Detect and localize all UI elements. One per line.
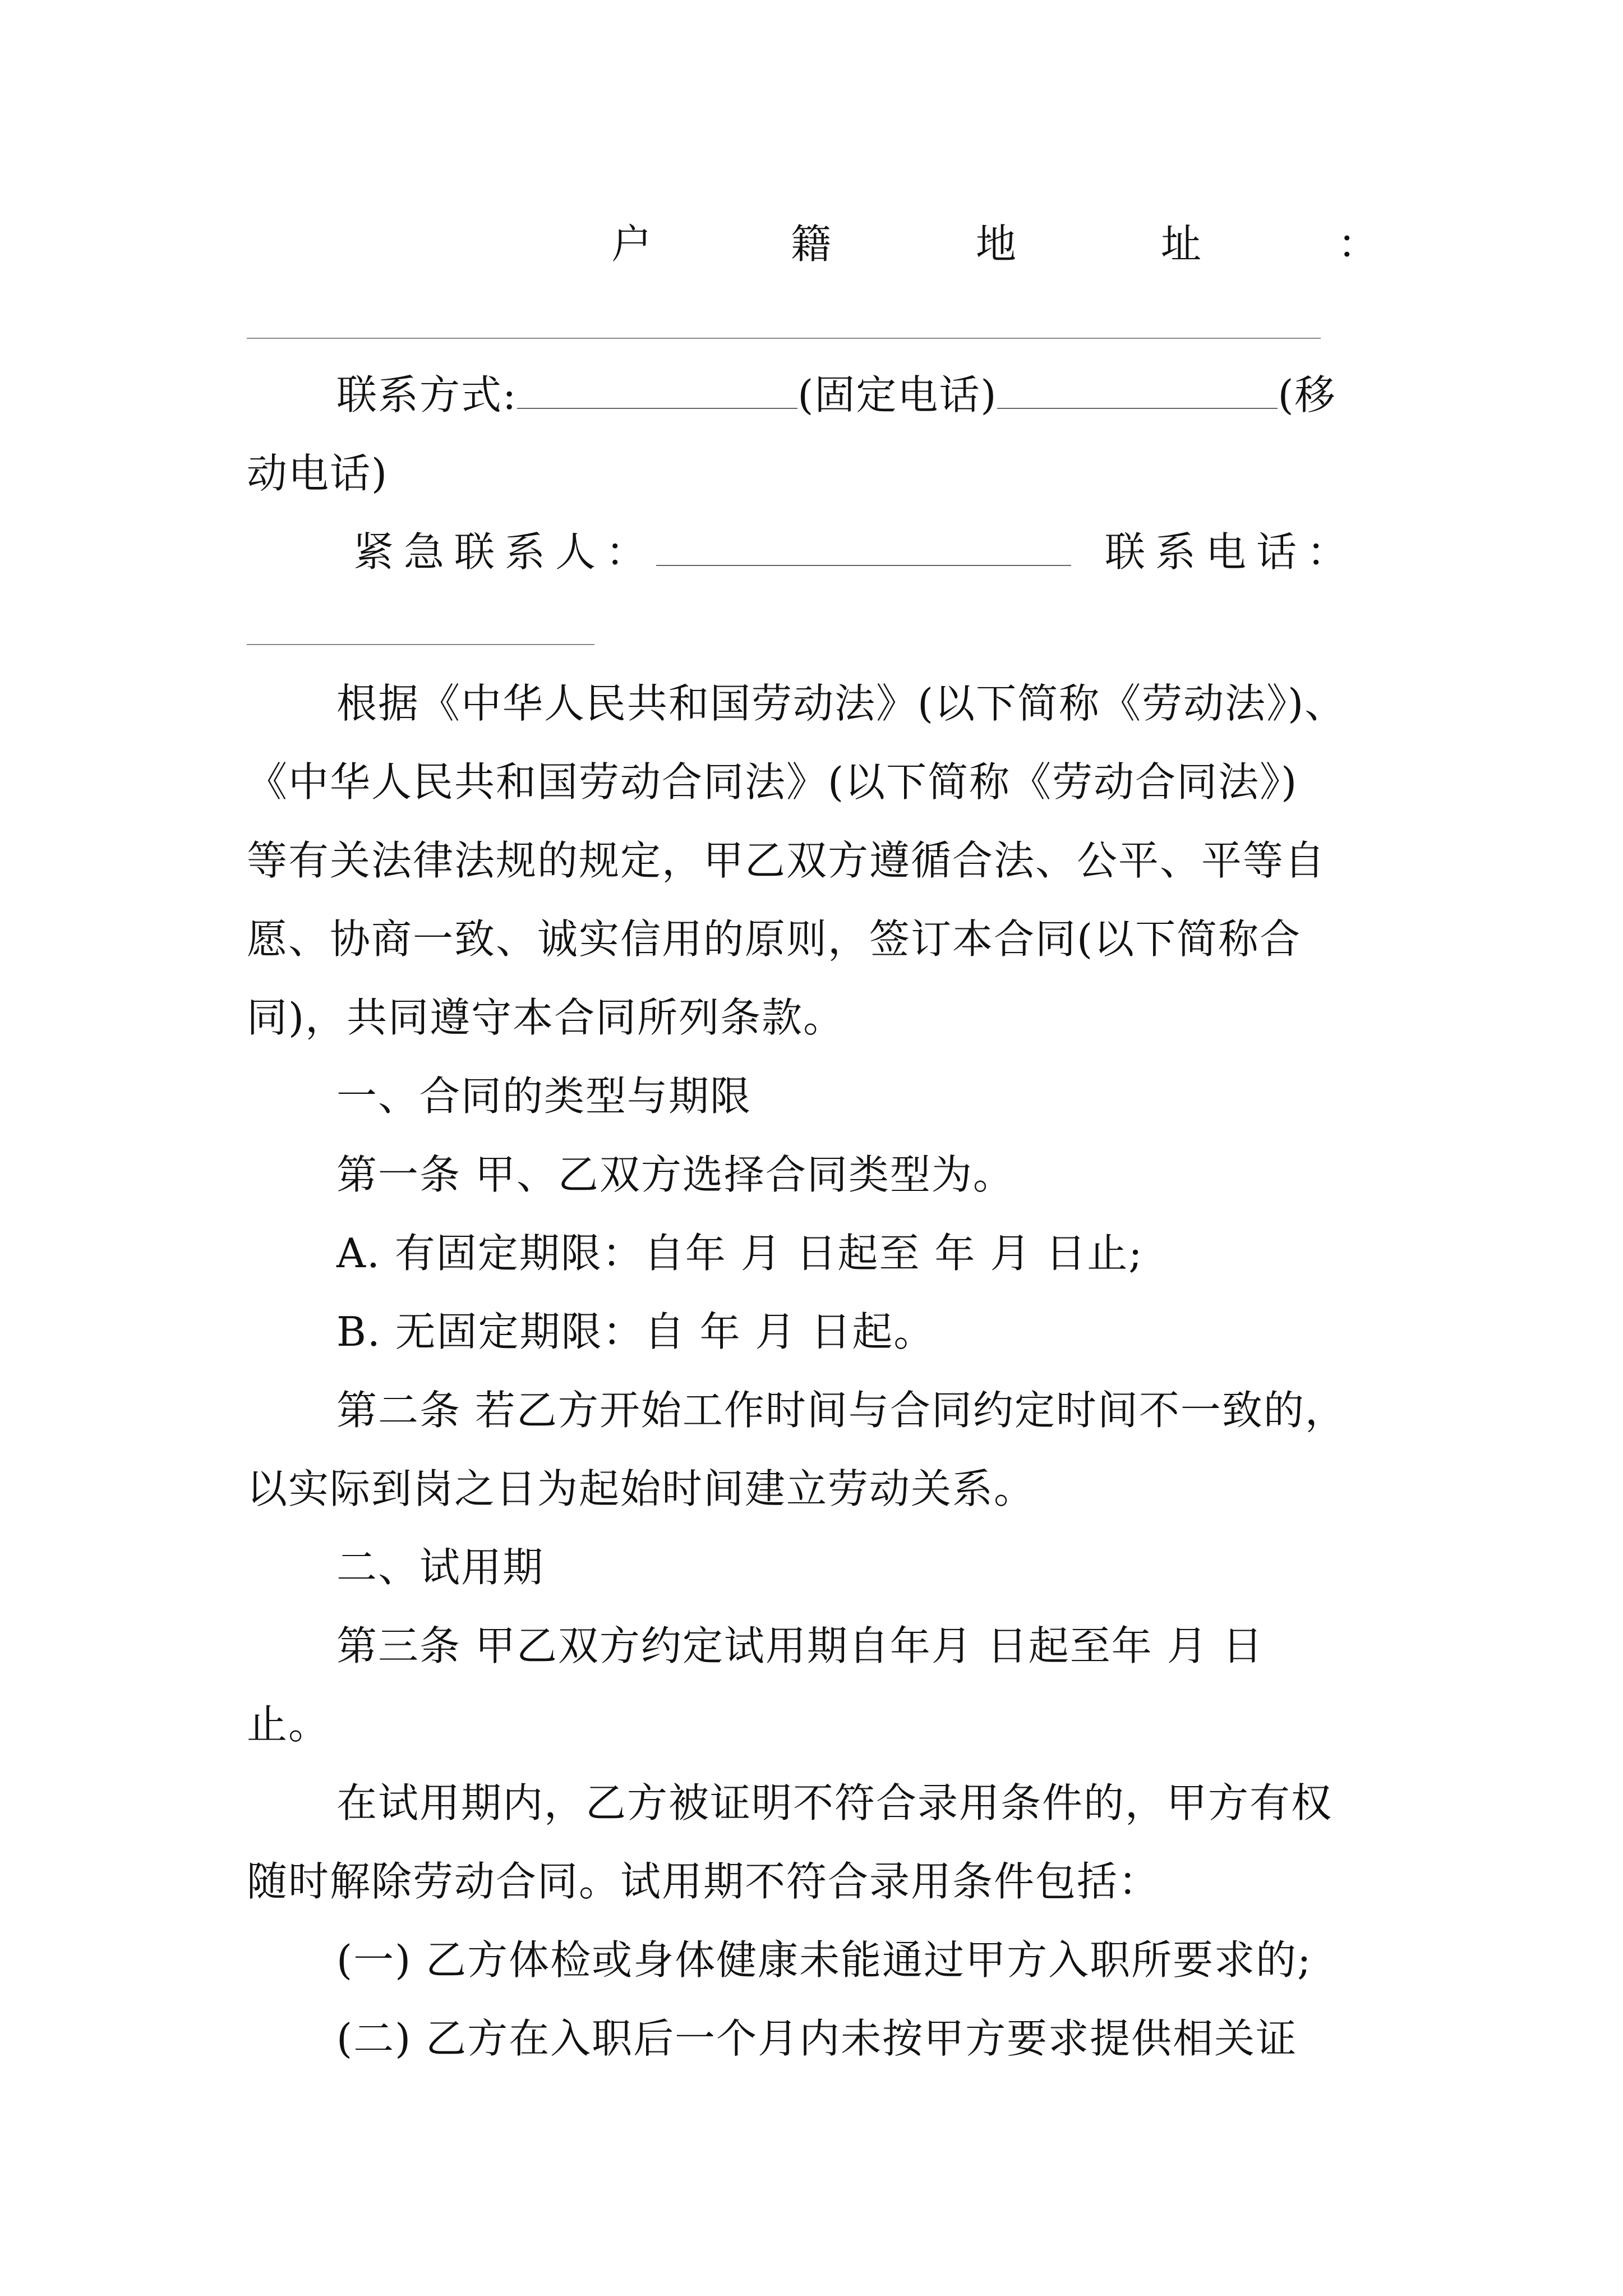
article-2: 第二条 若乙方开始工作时间与合同约定时间不一致的， <box>336 1387 1347 1434</box>
mobile-phone-label-close: 动电话) <box>247 450 389 497</box>
body-line: 止。 <box>247 1701 330 1748</box>
body-line: 以实际到岗之日为起始时间建立劳动关系。 <box>247 1465 1036 1512</box>
contact-line <box>336 367 1336 423</box>
emergency-phone-blank-line <box>247 644 594 645</box>
body-line: 愿、协商一致、诚实信用的原则，签订本合同(以下简称合 <box>247 915 1302 963</box>
mobile-phone-label-open: (移 <box>1278 371 1336 418</box>
domicile-char: 地 <box>976 220 1017 268</box>
emergency-contact-blank <box>656 524 1071 566</box>
emergency-contact-line <box>353 524 1357 580</box>
section-heading-contract-type: 一、合同的类型与期限 <box>336 1073 752 1120</box>
body-line: 随时解除劳动合同。试用期不符合录用条件包括： <box>247 1858 1160 1905</box>
mobile-phone-blank <box>997 367 1278 409</box>
article-3: 第三条 甲乙双方约定试用期自年月 日起至年 月 日 <box>336 1622 1264 1669</box>
option-a-fixed-term: A. 有固定期限：自年 月 日起至 年 月 日止; <box>336 1230 1144 1277</box>
body-line: 同)，共同遵守本合同所列条款。 <box>247 994 845 1041</box>
probation-item-2: (二) 乙方在入职后一个月内未按甲方要求提供相关证 <box>336 2015 1298 2062</box>
fixed-phone-blank <box>517 367 797 409</box>
fixed-phone-label: (固定电话) <box>797 371 998 418</box>
domicile-char: 址 <box>1161 220 1202 268</box>
domicile-char: 籍 <box>791 220 832 268</box>
probation-item-1: (一) 乙方体检或身体健康未能通过甲方入职所要求的; <box>336 1936 1312 1984</box>
emergency-phone-label: 联系电话： <box>1105 528 1358 576</box>
option-b-open-term: B. 无固定期限：自 年 月 日起。 <box>336 1308 935 1355</box>
body-line: 根据《中华人民共和国劳动法》(以下简称《劳动法》)、 <box>336 680 1347 727</box>
domicile-char: 户 <box>611 220 652 268</box>
body-line: 等有关法律法规的规定，甲乙双方遵循合法、公平、平等自 <box>247 837 1326 884</box>
section-heading-probation: 二、试用期 <box>336 1544 545 1591</box>
domicile-blank-line <box>247 338 1321 339</box>
article-1: 第一条 甲、乙双方选择合同类型为。 <box>336 1151 1015 1198</box>
contact-label: 联系方式: <box>336 371 518 418</box>
probation-paragraph: 在试用期内，乙方被证明不符合录用条件的，甲方有权 <box>336 1779 1333 1826</box>
body-line: 《中华人民共和国劳动合同法》(以下简称《劳动合同法》) <box>247 758 1298 806</box>
emergency-contact-label: 紧急联系人： <box>353 528 657 576</box>
domicile-colon: ： <box>1338 220 1378 268</box>
